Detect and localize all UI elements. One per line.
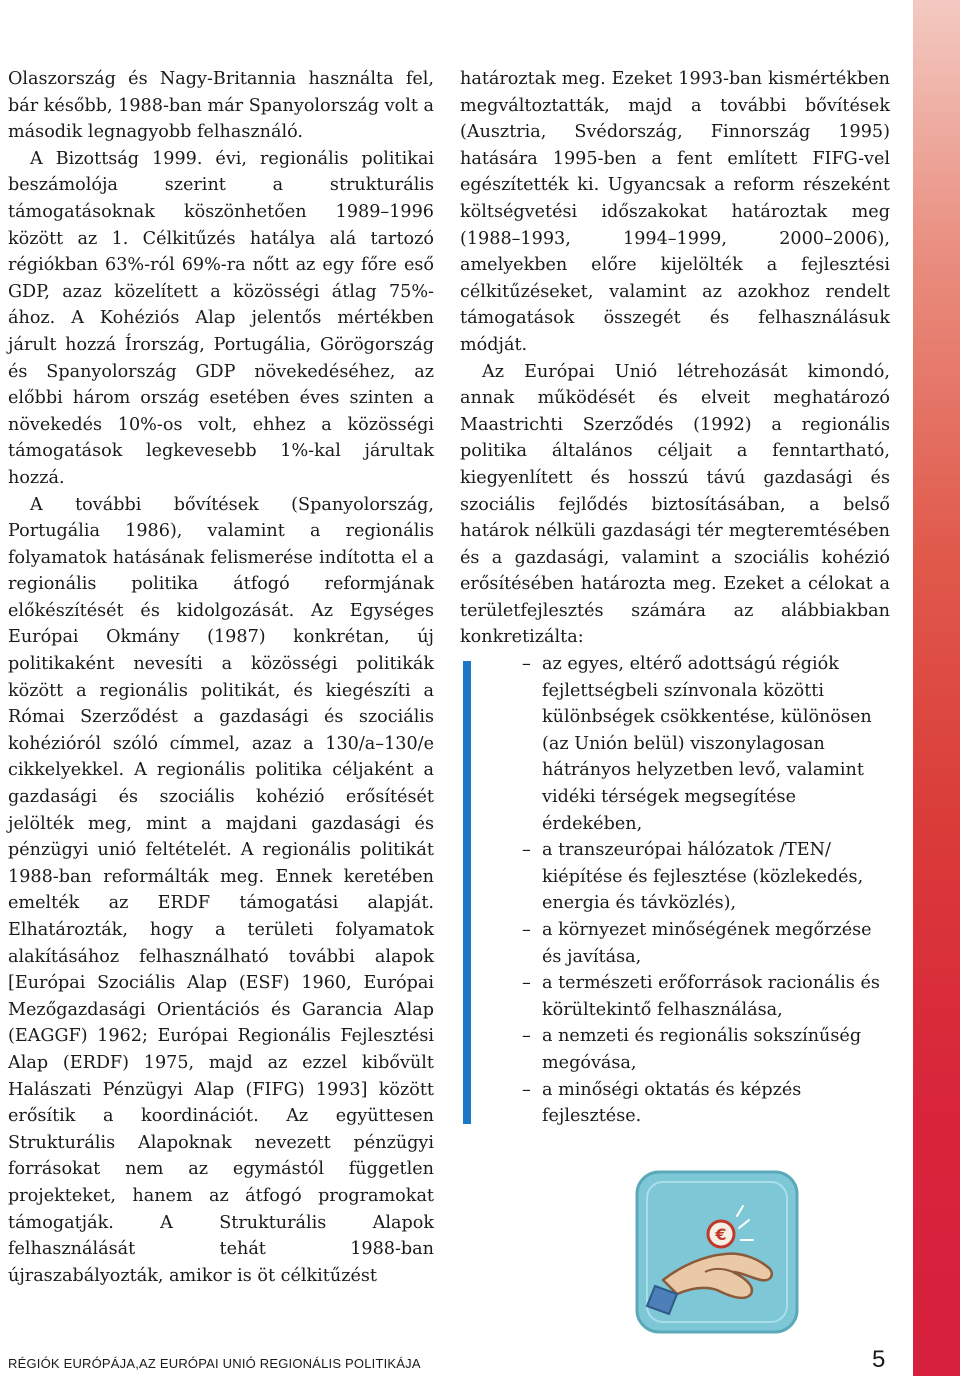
paragraph: Olaszország és Nagy-Britannia használta fel, bár később, 1988-ban már Spanyolország volt a második legnagyobb felhasználó. <box>8 69 434 143</box>
objectives-list <box>460 651 890 1130</box>
list-item: – a nemzeti és regionális sokszínűség megóvása, <box>500 1023 890 1076</box>
list-item: – a minőségi oktatás és képzés fejlesztése. <box>500 1077 890 1130</box>
hand-with-coin-icon <box>633 1168 801 1336</box>
list-dash: – <box>522 973 531 994</box>
page-number: 5 <box>872 1346 886 1373</box>
paragraph: Az Európai Unió létrehozását kimondó, annak működését és elveit meghatározó Maastrichti Szerződés (1992) a regionális politika általános céljait a fenntartható, kiegyenlített és hosszú távú gazdasági és szociális fejlődés biztosításában, a belső határok nélküli gazdasági tér megteremtésében és a gazdasági, valamint a szociális kohézió erősítésében határozta meg. Ezeket a célokat a területfejlesztés számára az alábbiakban konkretizálta: <box>460 361 890 648</box>
list-dash: – <box>522 1079 531 1100</box>
paragraph: A további bővítések (Spanyolország, Portugália 1986), valamint a regionális folyamatok hatásának felismerése indította el a regionális politika átfogó reformjának előkészítését és kidolgozását. Az Egységes Európai Okmány (1987) konkrétan, új politikaként nevesíti a közösségi politikák között a regionális politikát, és kiegészíti a Római Szerződést a gazdasági és szociális kohézióról szóló címmel, azaz a 130/a–130/e cikkelyekkel. A regionális politika céljaként a gazdasági és szociális kohézió erősítését jelölték meg, mint a majdani gazdasági és pénzügyi unió feltételét. A regionális politikát 1988-ban reformálták meg. Ennek keretében emelték az ERDF támogatási alapját. Elhatározták, hogy a területi folyamatok alakításához felhasználható további alapok [Európai Szociális Alap (ESF) 1960, Európai Mezőgazdasági Orientációs és Garancia Alap (EAGGF) 1962; Európai Regionális Fejlesztési Alap (ERDF) 1975, majd az ezzel kibővült Halászati Pénzügyi Alap (FIFG) 1993] között erősítik a koordinációt. Az együttesen Strukturális Alapoknak nevezett pénzügyi forrásokat nem az egymástól független projekteket, hanem az átfogó programokat támogatják. A Strukturális Alapok felhasználását tehát 1988-ban újraszabályozták, amikor is öt célkitűzést <box>8 494 434 1286</box>
list-dash: – <box>522 654 531 675</box>
running-footer: RÉGIÓK EURÓPÁJA,AZ EURÓPAI UNIÓ REGIONÁLIS POLITIKÁJA <box>8 1356 421 1371</box>
right-text-column <box>460 66 890 1130</box>
list-item: – a természeti erőforrások racionális és körültekintő felhasználása, <box>500 970 890 1023</box>
paragraph: határoztak meg. Ezeket 1993-ban kismértékben megváltoztatták, majd a további bővítések (Ausztria, Svédország, Finnország 1995) hatására 1995-ben a fent említett FIFG-vel egészítették ki. Ugyancsak a reform részeként költségvetési időszakokat határoztak meg (1988–1993, 1994–1999, 2000–2006), amelyekben előre kijelölték a fejlesztési célkitűzéseket, valamint az azokhoz rendelt támogatások összegét és felhasználásuk módját. <box>460 69 890 355</box>
list-dash: – <box>522 1026 531 1047</box>
svg-text:€: € <box>715 1225 727 1244</box>
list-item: – az egyes, eltérő adottságú régiók fejlettségbeli színvonala közötti különbségek csökkentése, különösen (az Unión belül) viszonylagosan hátrányos helyzetben levő, valamint vidéki térségek megsegítése érdekében, <box>500 651 890 837</box>
left-text-column <box>8 66 434 1289</box>
decorative-color-strip <box>913 0 960 1376</box>
list-item: – a transzeurópai hálózatok /TEN/ kiépítése és fejlesztése (közlekedés, energia és távközlés), <box>500 837 890 917</box>
list-dash: – <box>522 920 531 940</box>
list-dash: – <box>522 840 531 861</box>
list-item: – a környezet minőségének megőrzése és javítása, <box>500 917 890 970</box>
paragraph: A Bizottság 1999. évi, regionális politikai beszámolója szerint a strukturális támogatásoknak köszönhetően 1989–1996 között az 1. Célkitűzés hatálya alá tartozó régiókban 63%-ról 69%-ra nőtt az egy főre eső GDP, azaz közelített a közösségi átlag 75%-ához. A Kohéziós Alap jelentős mértékben járult hozzá Írország, Portugália, Görögország és Spanyolország GDP növekedéséhez, az előbbi három ország esetében éves szinten a növekedés 10%-os volt, ehhez a közösségi támogatások legkevesebb 1%-kal járultak hozzá. <box>8 148 434 488</box>
